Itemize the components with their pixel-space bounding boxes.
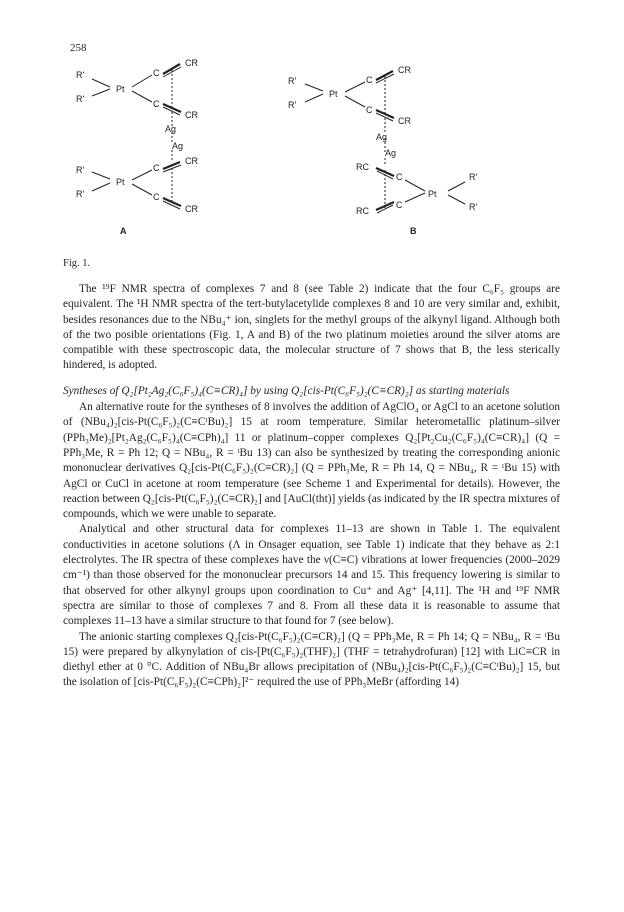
- c-label: C: [153, 68, 160, 78]
- c-label: C: [153, 163, 160, 173]
- r-prime-label: R': [288, 76, 297, 86]
- page-number: 258: [70, 42, 87, 54]
- c-label: C: [153, 192, 160, 202]
- ag-label: Ag: [385, 148, 397, 158]
- r-prime-label: R': [469, 172, 478, 182]
- article-body: [63, 282, 560, 691]
- cr-label: CR: [185, 156, 198, 166]
- c-label: C: [153, 99, 160, 109]
- paragraph: The anionic starting complexes Q₂[cis-Pt(C₆F₅)₂(C≡CR)₂] (Q = PPh₃Me, R = Ph 14; Q = NBu₄, R = ᵗBu 15) were prepared by alkynylation of cis-[Pt(C₆F₅)₂(THF)₂] (THF = tetrahydrofuran) [12] with LiC≡CR in diethyl ether at 0 °C. Addition of NBu₄Br allows precipitation of (NBu₄)₂[cis-Pt(C₆F₅)₂(C≡CᵗBu)₂] 15, but the isolation of [cis-Pt(C₆F₅)₂(C≡CPh)₂]²⁻ required the use of PPh₃MeBr (affording 14): [63, 630, 560, 689]
- pt-label: Pt: [116, 84, 125, 94]
- rc-label: RC: [356, 206, 369, 216]
- r-prime-label: R': [76, 94, 85, 104]
- r-prime-label: R': [76, 189, 85, 199]
- c-label: C: [396, 172, 403, 182]
- c-label: C: [366, 75, 373, 85]
- rc-label: RC: [356, 162, 369, 172]
- r-prime-label: R': [76, 165, 85, 175]
- cr-label: CR: [398, 65, 411, 75]
- ag-label: Ag: [172, 141, 184, 151]
- structure-a-label: A: [120, 226, 127, 236]
- paragraph: Analytical and other structural data for complexes 11–13 are shown in Table 1. The equivalent conductivities in acetone solutions (Λ in Onsager equation, see Table 1) indicate that they behave as 2:1 electrolytes. The IR spectra of these complexes have the ν(C≡C) vibrations at lower frequencies (2000–2029 cm⁻¹) than those observed for the mononuclear precursors 14 and 15. This frequency lowering is similar to that observed for other alkynyl groups upon coordination to Cu⁺ and Ag⁺ [4,11]. The ¹H and ¹⁹F NMR spectra are similar to those of complexes 7 and 8. From all these data it is reasonable to assume that complexes 11–13 have a similar structure to that found for 7 (see below).: [63, 523, 560, 628]
- c-label: C: [396, 200, 403, 210]
- structure-b-label: B: [410, 226, 417, 236]
- paragraph: The ¹⁹F NMR spectra of complexes 7 and 8 (see Table 2) indicate that the four C₆F₅ groups are equivalent. The ¹H NMR spectra of the tert-butylacetylide complexes 8 and 10 are very similar and, exhibit, besides resonances due to the NBu₄⁺ ion, singlets for the methyl groups of the alkynyl ligand. Although both of the two posible orientations (Fig. 1, A and B) of the two platinum moieties around the silver atoms are compatible with these spectroscopic data, the molecular structure of 7 shows that B, the less sterically hindered, is adopted.: [63, 283, 560, 372]
- paragraph: An alternative route for the syntheses of 8 involves the addition of AgClO₄ or AgCl to an acetone solution of (NBu₄)₂[cis-Pt(C₆F₅)₂(C≡CᵗBu)₂] 15 at room temperature. Similar heterometallic platinum–silver (PPh₃Me)₂[Pt₂Ag₂(C₆F₅)₄(C≡CPh)₄] 11 or platinum–copper complexes Q₂[Pt₂Cu₂(C₆F₅)₄(C≡CR)₄] (Q = PPh₃Me, R = Ph 12; Q = NBu₄, R = ᵗBu 13) can also be synthesized by treating the corresponding anionic mononuclear derivatives Q₂[cis-Pt(C₆F₅)₂(C≡CR)₂] (Q = PPh₃Me, R = Ph 14, Q = NBu₄, R = ᵗBu 15) with AgCl or CuCl in acetone at room temperature (see Scheme 1 and Experimental for details). However, the reaction between Q₂[cis-Pt(C₆F₅)₂(C≡CR)₂] and [AuCl(tht)] yields (as indicated by the IR spectra mixtures of compounds, which we were unable to separate.: [63, 401, 560, 521]
- figure-1: [60, 52, 530, 252]
- cr-label: CR: [185, 204, 198, 214]
- section-heading: Syntheses of Q₂[Pt₂Ag₂(C₆F₅)₄(C≡CR)₄] by using Q₂[cis-Pt(C₆F₅)₂(C≡CR)₂] as starting materials: [63, 384, 510, 397]
- r-prime-label: R': [288, 100, 297, 110]
- pt-label: Pt: [428, 189, 437, 199]
- pt-label: Pt: [329, 89, 338, 99]
- c-label: C: [366, 105, 373, 115]
- cr-label: CR: [185, 58, 198, 68]
- cr-label: CR: [185, 110, 198, 120]
- pt-label: Pt: [116, 177, 125, 187]
- cr-label: CR: [398, 116, 411, 126]
- r-prime-label: R': [469, 202, 478, 212]
- figure-caption: Fig. 1.: [63, 258, 91, 269]
- ag-label: Ag: [165, 124, 177, 134]
- ag-label: Ag: [376, 132, 388, 142]
- r-prime-label: R': [76, 70, 85, 80]
- structure-diagram: [60, 52, 530, 252]
